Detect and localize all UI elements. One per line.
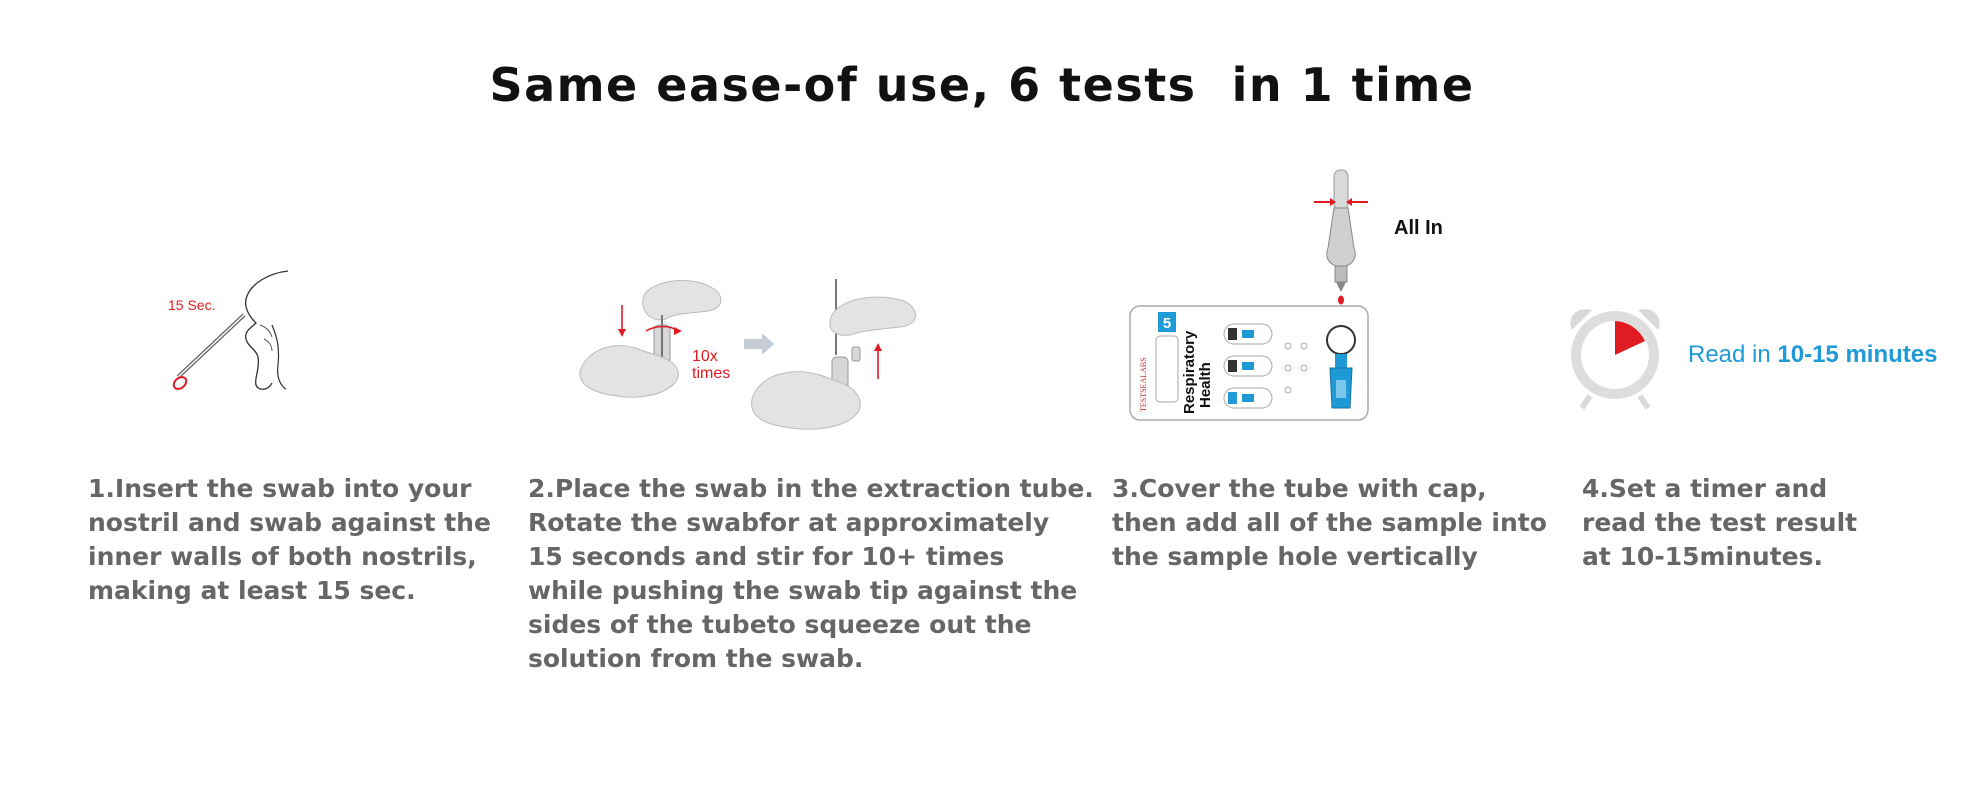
step-1-line: 1.Insert the swab into your bbox=[88, 474, 472, 503]
device-brand: TESTSEALABS bbox=[1139, 357, 1148, 412]
page-title: Same ease-of use, 6 tests in 1 time bbox=[489, 58, 1475, 112]
step-2-line: sides of the tubeto squeeze out the bbox=[528, 610, 1032, 639]
step-1-line: making at least 15 sec. bbox=[88, 576, 416, 605]
step-2-text bbox=[528, 472, 1094, 676]
device-title-line2: Health bbox=[1197, 362, 1214, 408]
step-3-text bbox=[1112, 472, 1547, 574]
swab-time-label: 15 Sec. bbox=[168, 297, 216, 313]
read-time-emphasis: 10-15 minutes bbox=[1777, 341, 1938, 368]
step-4-line: 4.Set a timer and bbox=[1582, 474, 1828, 503]
step-4-text bbox=[1582, 472, 1857, 574]
step-3-line: then add all of the sample into bbox=[1112, 508, 1547, 537]
step-3-line: 3.Cover the tube with cap, bbox=[1112, 474, 1487, 503]
svg-text:5: 5 bbox=[1162, 315, 1172, 332]
step-2-line: 15 seconds and stir for 10+ times bbox=[528, 542, 1005, 571]
step-2-line: while pushing the swab tip against the bbox=[528, 576, 1078, 605]
step-1-line: inner walls of both nostrils, bbox=[88, 542, 477, 571]
test-cassette-icon bbox=[1126, 168, 1466, 428]
device-title-line1: Respiratory bbox=[1181, 330, 1198, 414]
extraction-tube-icon bbox=[574, 275, 934, 435]
read-time-label: Read in 10-15 minutes bbox=[1688, 341, 1938, 368]
step-3-line: the sample hole vertically bbox=[1112, 542, 1478, 571]
all-in-label: All In bbox=[1394, 217, 1443, 239]
alarm-clock-icon bbox=[1560, 300, 1670, 410]
step-2-line: solution from the swab. bbox=[528, 644, 864, 673]
nose-swab-icon bbox=[160, 265, 310, 405]
step-1-line: nostril and swab against the bbox=[88, 508, 491, 537]
step-2-line: Rotate the swabfor at approximately bbox=[528, 508, 1050, 537]
stir-unit-label: times bbox=[692, 365, 731, 382]
step-4-line: read the test result bbox=[1582, 508, 1858, 537]
step-4-line: at 10-15minutes. bbox=[1582, 542, 1823, 571]
step-1-text bbox=[88, 472, 491, 608]
stir-count-label: 10x bbox=[692, 348, 718, 365]
step-2-line: 2.Place the swab in the extraction tube. bbox=[528, 474, 1094, 503]
